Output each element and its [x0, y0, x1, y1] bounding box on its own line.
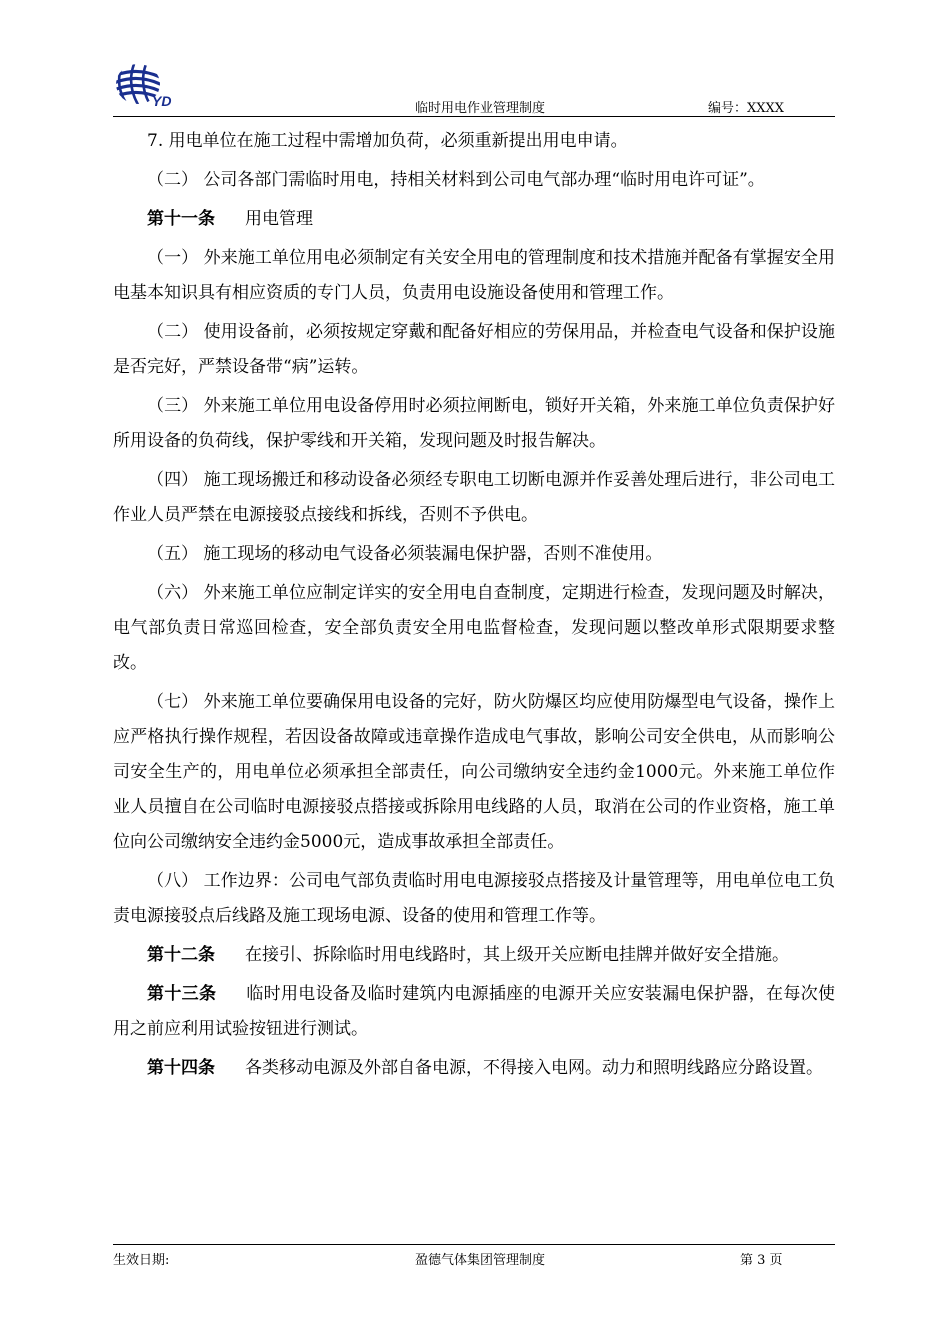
paragraph: （七） 外来施工单位要确保用电设备的完好，防火防爆区均应使用防爆型电气设备，操作上应严格执行操作规程，若因设备故障或违章操作造成电气事故，影响公司安全供电，从而影响公司安全生产的，用电单位必须承担全部责任，向公司缴纳安全违约金1000元。外来施工单位作业人员擅自在公司临时电源接驳点搭接或拆除用电线路的人员，取消在公司的作业资格，施工单位向公司缴纳安全违约金5000元，造成事故承担全部责任。 [113, 692, 835, 852]
article-label: 第十一条 [147, 209, 215, 229]
paragraph: （一） 外来施工单位用电必须制定有关安全用电的管理制度和技术措施并配备有掌握安全用电基本知识具有相应资质的专门人员，负责用电设施设备使用和管理工作。 [113, 248, 835, 303]
document-title: 临时用电作业管理制度 [414, 101, 545, 116]
article-paragraph [113, 938, 835, 973]
header-divider [113, 116, 835, 117]
page-number: 第 3 页 [740, 1253, 783, 1268]
footer-divider [113, 1244, 835, 1245]
document-body [113, 124, 835, 1086]
company-system-name: 盈德气体集团管理制度 [414, 1253, 545, 1268]
paragraph: （五） 施工现场的移动电气设备必须装漏电保护器，否则不准使用。 [147, 544, 663, 564]
article-paragraph [113, 1051, 835, 1086]
paragraph: （六） 外来施工单位应制定详实的安全用电自查制度，定期进行检查，发现问题及时解决，电气部负责日常巡回检查，安全部负责安全用电监督检查，发现问题以整改单形式限期要求整改。 [113, 583, 835, 673]
paragraph: （三） 外来施工单位用电设备停用时必须拉闸断电，锁好开关箱，外来施工单位负责保护好所用设备的负荷线，保护零线和开关箱，发现问题及时报告解决。 [113, 396, 835, 451]
paragraph: 7. 用电单位在施工过程中需增加负荷，必须重新提出用电申请。 [147, 131, 628, 151]
article-paragraph [113, 202, 835, 237]
paragraph: （二） 公司各部门需临时用电，持相关材料到公司电气部办理“临时用电许可证”。 [147, 170, 765, 190]
effective-date-label: 生效日期: [113, 1253, 170, 1268]
article-text: 用电管理 [245, 209, 313, 229]
paragraph: （四） 施工现场搬迁和移动设备必须经专职电工切断电源并作妥善处理后进行，非公司电工作业人员严禁在电源接驳点接线和拆线，否则不予供电。 [113, 470, 835, 525]
document-code: 编号：XXXX [708, 101, 785, 116]
article-text: 各类移动电源及外部自备电源，不得接入电网。动力和照明线路应分路设置。 [245, 1058, 823, 1078]
paragraph: （二） 使用设备前，必须按规定穿戴和配备好相应的劳保用品，并检查电气设备和保护设施是否完好，严禁设备带“病”运转。 [113, 322, 835, 377]
article-text: 临时用电设备及临时建筑内电源插座的电源开关应安装漏电保护器，在每次使用之前应利用试验按钮进行测试。 [113, 984, 836, 1039]
article-text: 在接引、拆除临时用电线路时，其上级开关应断电挂牌并做好安全措施。 [245, 945, 789, 965]
article-label: 第十二条 [147, 945, 215, 965]
logo-lettering: YD [152, 93, 172, 109]
company-logo [112, 62, 174, 110]
paragraph: （八） 工作边界：公司电气部负责临时用电电源接驳点搭接及计量管理等，用电单位电工负责电源接驳点后线路及施工现场电源、设备的使用和管理工作等。 [113, 871, 835, 926]
article-label: 第十三条 [147, 984, 217, 1004]
article-label: 第十四条 [147, 1058, 215, 1078]
article-paragraph [113, 977, 835, 1047]
